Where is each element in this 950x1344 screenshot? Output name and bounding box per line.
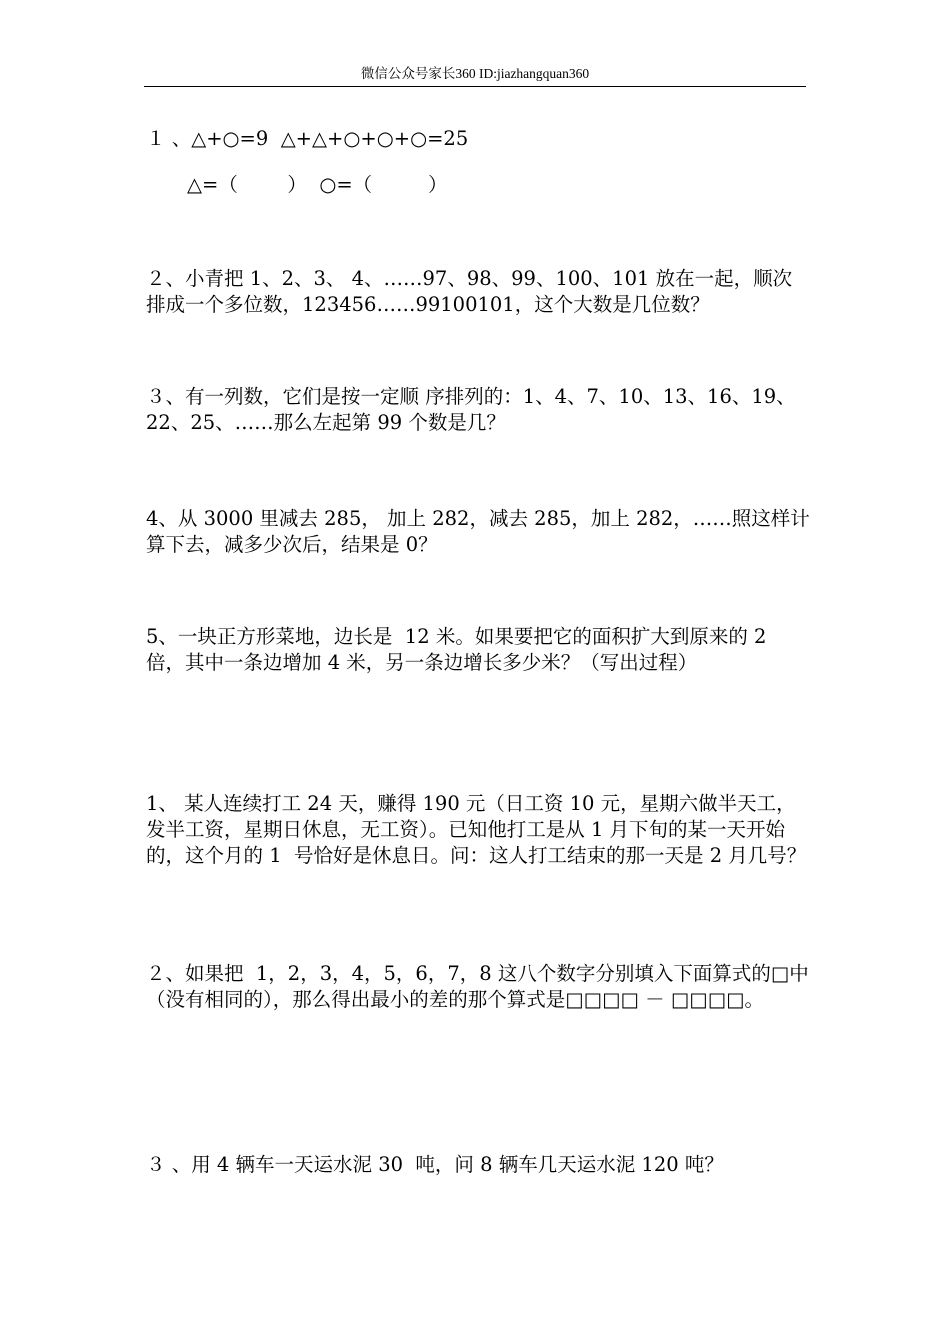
question-5: 5、一块正方形菜地，边长是 12 米。如果要把它的面积扩大到原来的 2 倍，其中一条边增加 4 米，另一条边增长多少米？（写出过程）	[146, 625, 773, 674]
header-text: 微信公众号家长360 ID:jiazhangquan360	[360, 66, 590, 81]
page-header	[144, 64, 806, 87]
question-8: ３ 、用 4 辆车一天运水泥 30 吨，问 8 辆车几天运水泥 120 吨？	[146, 1153, 724, 1176]
question-4: 4、从 3000 里减去 285， 加上 282，减去 285，加上 282，……照这样计算下去，减多少次后，结果是 0？	[146, 507, 810, 556]
question-1-equations: １ 、△+○=9 △+△+○+○+○=25	[146, 127, 469, 150]
question-7: ２、如果把 1，2，3，4，5，6，7，8 这八个数字分别填入下面算式的□中（没有相同的），那么得出最小的差的那个算式是□□□□ － □□□□。	[146, 962, 809, 1011]
question-6: 1、 某人连续打工 24 天，赚得 190 元（日工资 10 元，星期六做半天工，发半工资，星期日休息，无工资）。已知他打工是从 1 月下旬的某一天开始的，这个月的 1 号恰好是休息日。问：这人打工结束的那一天是 2 月几号？	[146, 792, 807, 867]
question-3: ３、有一列数，它们是按一定顺 序排列的：1、4、7、10、13、16、19、22、25、……那么左起第 99 个数是几？	[146, 385, 796, 434]
question-1-answer-blanks: △=（ ） ○=（ ）	[187, 173, 448, 196]
question-2: ２、小青把 1、2、3、 4、……97、98、99、100、101 放在一起，顺次排成一个多位数，123456……99100101，这个大数是几位数？	[146, 267, 793, 316]
